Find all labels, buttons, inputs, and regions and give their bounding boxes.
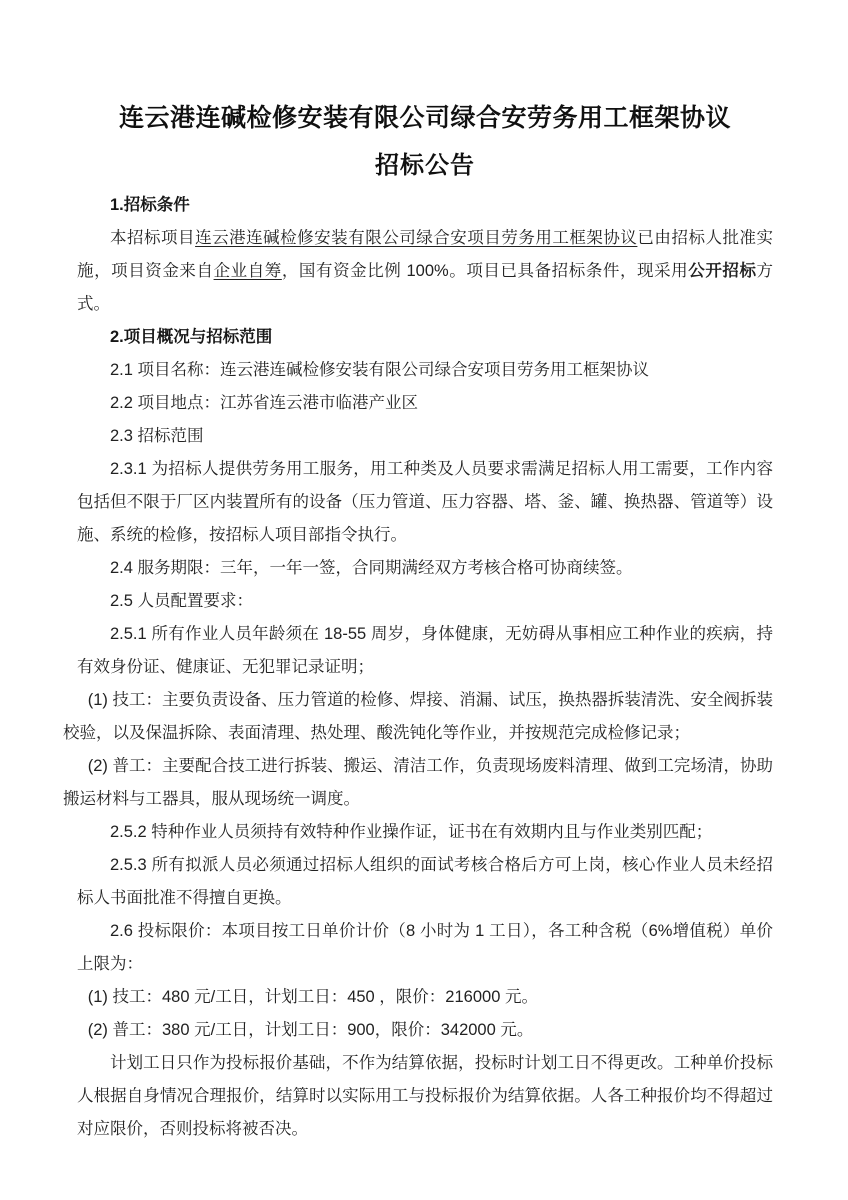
item-2-1-project-name (77, 354, 773, 387)
text-run: (2) 普工：主要配合技工进行拆装、搬运、清洁工作，负责现场废料清理、做到工完场清，协助搬运材料与工器具，服从现场统一调度。 (63, 757, 773, 808)
item-2-3-1-scope-detail (77, 453, 773, 552)
text-run: (2) 普工：380 元/工日，计划工日：900，限价：342000 元。 (87, 1021, 534, 1039)
item-2-5-2-special-operation-cert (77, 816, 773, 849)
para-settlement-note (77, 1047, 773, 1146)
text-run: (1) 技工：480 元/工日，计划工日：450 ，限价：216000 元。 (87, 988, 538, 1006)
underlined-text: 连云港连碱检修安装有限公司绿合安项目劳务用工框架协议 (195, 229, 638, 247)
text-run: 2.5.3 所有拟派人员必须通过招标人组织的面试考核合格后方可上岗，核心作业人员未经招标人书面批准不得擅自更换。 (77, 856, 773, 907)
item-price-skilled-worker (63, 981, 773, 1014)
item-general-worker-duty (63, 750, 773, 816)
item-2-5-staffing-requirements (77, 585, 773, 618)
bold-text: 公开招标 (688, 262, 757, 280)
section-2-heading (77, 321, 773, 354)
text-run: 计划工日只作为投标报价基础，不作为结算依据，投标时计划工日不得更改。工种单价投标人根据自身情况合理报价，结算时以实际用工与投标报价为结算依据。人各工种报价均不得超过对应限价，否则投标将被否决。 (77, 1054, 773, 1138)
text-run: 2.6 投标限价：本项目按工日单价计价（8 小时为 1 工日），各工种含税（6%增值税）单价上限为： (77, 922, 773, 973)
text-run: 2.项目概况与招标范围 (110, 328, 273, 346)
text-run: 方式。 (77, 262, 774, 313)
item-2-2-project-location (77, 387, 773, 420)
document-subtitle: 招标公告 (375, 150, 475, 179)
para-tender-conditions (77, 222, 773, 321)
text-run: 2.4 服务期限：三年，一年一签，合同期满经双方考核合格可协商续签。 (110, 559, 633, 577)
text-run: 2.2 项目地点：江苏省连云港市临港产业区 (110, 394, 419, 412)
text-run: 本招标项目 (110, 229, 196, 247)
item-2-6-bid-price-limit (77, 915, 773, 981)
document-body (63, 189, 774, 1146)
item-2-4-service-term (77, 552, 773, 585)
text-run: 2.5.1 所有作业人员年龄须在 18-55 周岁，身体健康，无妨碍从事相应工种作业的疾病，持有效身份证、健康证、无犯罪记录证明； (77, 625, 773, 676)
text-run: 2.5 人员配置要求： (110, 592, 254, 610)
text-run: 1.招标条件 (110, 196, 190, 214)
text-run: (1) 技工：主要负责设备、压力管道的检修、焊接、消漏、试压，换热器拆装清洗、安全阀拆装校验，以及保温拆除、表面清理、热处理、酸洗钝化等作业，并按规范完成检修记录； (63, 691, 773, 742)
text-run: 2.1 项目名称：连云港连碱检修安装有限公司绿合安项目劳务用工框架协议 (110, 361, 650, 379)
document-title: 连云港连碱检修安装有限公司绿合安劳务用工框架协议 (118, 103, 731, 132)
text-run: 2.3 招标范围 (110, 427, 204, 445)
item-2-3-tender-scope (77, 420, 773, 453)
underlined-text: 企业自筹 (213, 262, 282, 280)
item-skilled-worker-duty (63, 684, 773, 750)
item-2-5-1-personnel-basic (77, 618, 773, 684)
text-run: ，国有资金比例 100%。项目已具备招标条件，现采用 (281, 262, 689, 280)
text-run: 2.5.2 特种作业人员须持有效特种作业操作证，证书在有效期内且与作业类别匹配； (110, 823, 713, 841)
text-run: 金来自 (162, 262, 214, 280)
item-price-general-worker (63, 1014, 773, 1047)
section-1-heading (77, 189, 773, 222)
text-run: 已由招标人批准实施，项目资 (77, 229, 774, 280)
item-2-5-3-interview-assessment (77, 849, 773, 915)
text-run: 2.3.1 为招标人提供劳务用工服务，用工种类及人员要求需满足招标人用工需要，工作内容包括但不限于厂区内装置所有的设备（压力管道、压力容器、塔、釜、罐、换热器、管道等）设施、系统的检修，按招标人项目部指令执行。 (77, 460, 773, 544)
